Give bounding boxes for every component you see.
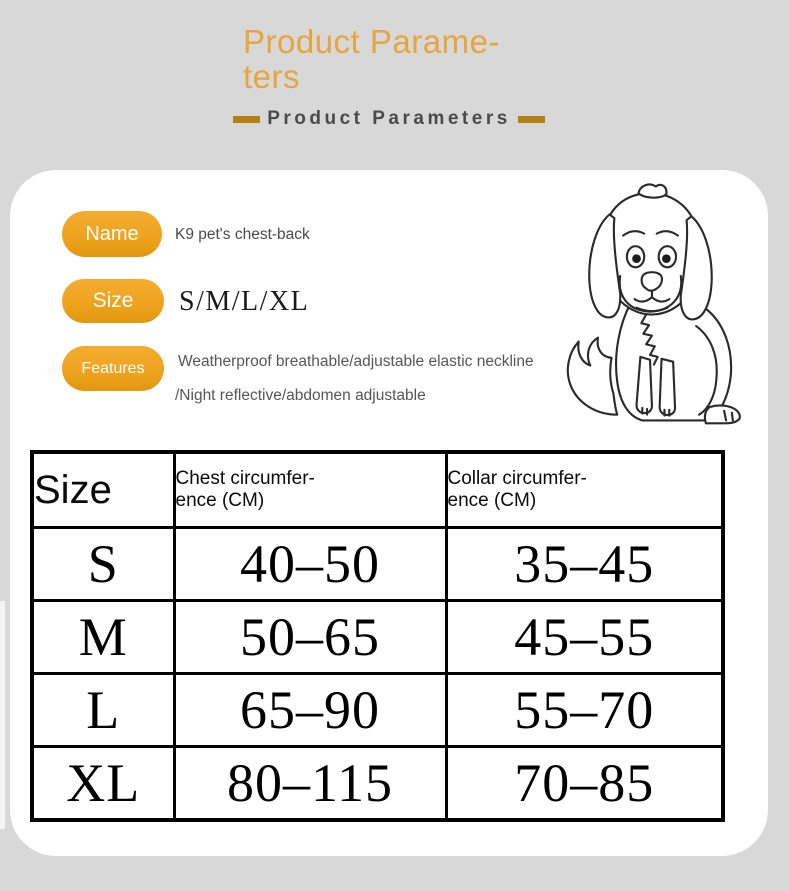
table-row: [32, 674, 723, 747]
chest-column-header: [174, 452, 446, 528]
name-label-pill: [62, 211, 162, 257]
size-chart-table: [30, 450, 725, 822]
name-label-text: Name: [85, 222, 139, 245]
size-label-pill: [62, 279, 164, 323]
dog-nose: [642, 272, 662, 291]
features-value-line2: /Night reflective/abdomen adjustable: [175, 387, 426, 404]
chest-cell: 80–115: [174, 747, 446, 821]
collar-column-header: [446, 452, 723, 528]
size-label-text: Size: [92, 289, 134, 312]
size-cell: S: [32, 528, 174, 601]
collar-cell: 45–55: [446, 601, 723, 674]
size-cell: XL: [32, 747, 174, 821]
collar-header-line1: Collar circumfer-: [447, 468, 587, 489]
chest-header-line2: ence (CM): [175, 490, 265, 511]
collar-cell: 35–45: [446, 528, 723, 601]
page-title: [243, 24, 500, 94]
features-label-text: Features: [81, 359, 145, 377]
collar-cell: 70–85: [446, 747, 723, 821]
section-heading: [0, 108, 778, 130]
product-size-value: S/M/L/XL: [179, 286, 310, 317]
size-cell: L: [32, 674, 174, 747]
chest-header-line1: Chest circumfer-: [175, 468, 315, 489]
page-title-line1: Product Parame-: [243, 23, 500, 60]
size-cell: M: [32, 601, 174, 674]
heading-dash-right-icon: [518, 116, 545, 123]
table-header-row: [32, 452, 723, 528]
features-label-pill: [62, 346, 164, 391]
table-row: [32, 528, 723, 601]
collar-cell: 55–70: [446, 674, 723, 747]
features-value-line1: Weatherproof breathable/adjustable elastic neckline: [178, 353, 534, 370]
chest-cell: 65–90: [174, 674, 446, 747]
size-column-header: Size: [32, 452, 174, 528]
heading-dash-left-icon: [233, 116, 260, 123]
chest-cell: 40–50: [174, 528, 446, 601]
product-name-value: K9 pet's chest-back: [175, 226, 310, 243]
table-row: [32, 747, 723, 821]
page-title-line2: ters: [243, 58, 301, 95]
table-row: [32, 601, 723, 674]
puppy-line-drawing-icon: [552, 172, 748, 432]
collar-header-line2: ence (CM): [447, 490, 537, 511]
dog-tail: [568, 338, 617, 415]
section-heading-text: Product Parameters: [267, 108, 511, 129]
chest-cell: 50–65: [174, 601, 446, 674]
left-edge-artifact: [0, 601, 5, 829]
